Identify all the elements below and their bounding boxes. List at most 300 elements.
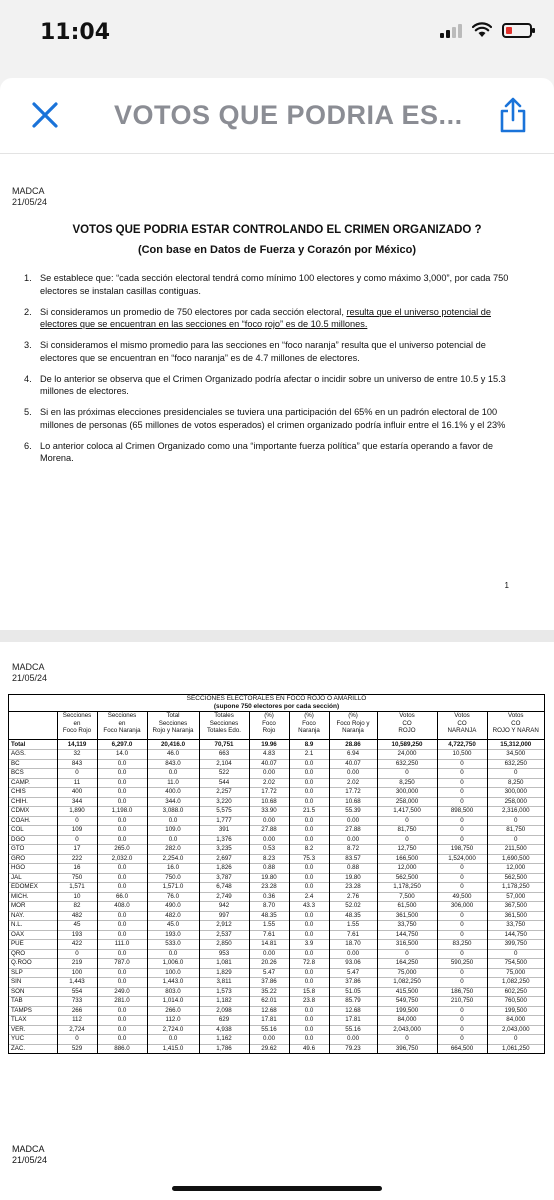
table-cell: 0 <box>437 835 487 845</box>
table-cell: 300,000 <box>377 788 437 798</box>
table-cell: 803.0 <box>147 987 199 997</box>
table-cell: 0.0 <box>97 769 147 779</box>
table-cell: 0 <box>437 911 487 921</box>
table-cell: 0 <box>377 1035 437 1045</box>
table-cell: 0 <box>57 816 97 826</box>
table-cell: 0 <box>487 835 544 845</box>
table-row <box>9 807 544 817</box>
table-cell: 19.96 <box>249 739 289 750</box>
table-cell: 787.0 <box>97 959 147 969</box>
table-cell: 37.86 <box>329 978 377 988</box>
table-cell: 0.0 <box>97 978 147 988</box>
table-cell: 7,500 <box>377 892 437 902</box>
table-cell: 663 <box>199 750 249 760</box>
column-header: Foco Naranja <box>97 727 147 739</box>
table-row <box>9 826 544 836</box>
table-cell: 211,500 <box>487 845 544 855</box>
table-cell: 482 <box>57 911 97 921</box>
table-cell: QRO <box>9 949 57 959</box>
table-cell: 396,750 <box>377 1044 437 1053</box>
table-cell: 0.00 <box>249 1035 289 1045</box>
table-cell: PUE <box>9 940 57 950</box>
table-cell: 529 <box>57 1044 97 1053</box>
table-cell: CHIS <box>9 788 57 798</box>
table-cell: 23.28 <box>329 883 377 893</box>
table-cell: 1.55 <box>329 921 377 931</box>
org-name: MADCA <box>12 1144 45 1154</box>
table-cell: 258,000 <box>377 797 437 807</box>
table-cell: 222 <box>57 854 97 864</box>
table-cell: 408.0 <box>97 902 147 912</box>
close-icon[interactable] <box>28 98 62 132</box>
table-cell: 45.0 <box>147 921 199 931</box>
column-header: Rojo y Naranja <box>147 727 199 739</box>
table-cell: 2,104 <box>199 759 249 769</box>
doc-date: 21/05/24 <box>12 1155 48 1165</box>
table-cell: 0.0 <box>147 769 199 779</box>
table-cell: 100.0 <box>147 968 199 978</box>
table-cell: 733 <box>57 997 97 1007</box>
table-cell: 0.0 <box>97 968 147 978</box>
table-cell: 1,006.0 <box>147 959 199 969</box>
table-cell: 1,571.0 <box>147 883 199 893</box>
table-cell: 750.0 <box>147 873 199 883</box>
table-cell: 17.81 <box>329 1016 377 1026</box>
table-cell: 166,500 <box>377 854 437 864</box>
table-cell: YUC <box>9 1035 57 1045</box>
table-cell: 0 <box>437 788 487 798</box>
table-cell: 15.8 <box>289 987 329 997</box>
table-cell: 0.0 <box>97 911 147 921</box>
table-row <box>9 911 544 921</box>
table-cell: 0.0 <box>289 883 329 893</box>
table-cell: BCS <box>9 769 57 779</box>
table-cell: 193.0 <box>147 930 199 940</box>
table-cell: MICH. <box>9 892 57 902</box>
table-cell: 4,938 <box>199 1025 249 1035</box>
table-cell: 2,032.0 <box>97 854 147 864</box>
table-cell: 0 <box>437 949 487 959</box>
table-cell: 1,061,250 <box>487 1044 544 1053</box>
table-cell: 37.86 <box>249 978 289 988</box>
table-cell: 1,524,000 <box>437 854 487 864</box>
table-row <box>9 797 544 807</box>
table-cell: 1,082,250 <box>377 978 437 988</box>
table-cell: 843.0 <box>147 759 199 769</box>
list-item: 4. De lo anterior se observa que el Crimen Organizado podría afectar o incidir sobre un universo de entre 10.5 y 15.3 millones de electores. <box>24 373 506 396</box>
table-cell: 186,750 <box>437 987 487 997</box>
table-cell: 2,850 <box>199 940 249 950</box>
table-cell: 20.26 <box>249 959 289 969</box>
page-number: 1 <box>504 581 509 590</box>
table-cell: 1,443 <box>57 978 97 988</box>
table-cell: 18.70 <box>329 940 377 950</box>
column-header: Secciones <box>199 720 249 728</box>
table-cell: 14.0 <box>97 750 147 760</box>
table-cell: 2,043,000 <box>377 1025 437 1035</box>
table-cell: 34,500 <box>487 750 544 760</box>
table-cell: 0.0 <box>289 873 329 883</box>
table-cell: 0 <box>437 797 487 807</box>
table-cell: 0.0 <box>97 826 147 836</box>
table-cell: 544 <box>199 778 249 788</box>
table-row <box>9 1044 544 1053</box>
table-cell: 0 <box>377 769 437 779</box>
table-row <box>9 864 544 874</box>
table-cell: 0 <box>487 769 544 779</box>
page-divider <box>0 630 554 642</box>
table-cell: 0 <box>437 864 487 874</box>
table-cell: 75,000 <box>377 968 437 978</box>
table-cell: 0 <box>487 816 544 826</box>
table-cell: 27.88 <box>329 826 377 836</box>
table-cell: 8.9 <box>289 739 329 750</box>
list-item: 6. Lo anterior coloca al Crimen Organizado como una “importante fuerza política” que estaría operando a favor de Morena. <box>24 440 493 463</box>
table-cell: 1,829 <box>199 968 249 978</box>
doc-heading: VOTOS QUE PODRIA ESTAR CONTROLANDO EL CRIMEN ORGANIZADO ? <box>72 224 482 236</box>
table-cell: 0 <box>57 835 97 845</box>
table-cell: 19.80 <box>329 873 377 883</box>
table-cell: 1,417,500 <box>377 807 437 817</box>
table-cell: 0.0 <box>97 873 147 883</box>
table-cell: 249.0 <box>97 987 147 997</box>
table-cell: 2.76 <box>329 892 377 902</box>
table-cell: 144,750 <box>377 930 437 940</box>
table-cell: 632,250 <box>377 759 437 769</box>
table-row <box>9 759 544 769</box>
table-cell: 754,500 <box>487 959 544 969</box>
table-row <box>9 883 544 893</box>
sections-grid <box>9 712 544 1053</box>
table-cell: 3.9 <box>289 940 329 950</box>
navigation-bar <box>0 78 554 154</box>
table-cell: 43.3 <box>289 902 329 912</box>
table-cell: 0.0 <box>147 835 199 845</box>
table-cell: 20,416.0 <box>147 739 199 750</box>
table-cell: 562,500 <box>377 873 437 883</box>
table-cell: 76.0 <box>147 892 199 902</box>
table-cell: 344 <box>57 797 97 807</box>
table-subtitle: (supone 750 electores por cada sección) <box>9 703 544 712</box>
table-cell: 11.0 <box>147 778 199 788</box>
table-cell: 21.5 <box>289 807 329 817</box>
table-cell: 3,811 <box>199 978 249 988</box>
column-header: Secciones <box>57 712 97 720</box>
table-cell: 0.0 <box>289 778 329 788</box>
column-header <box>9 712 57 720</box>
table-cell: 40.07 <box>329 759 377 769</box>
column-header: Secciones <box>97 712 147 720</box>
table-cell: 11 <box>57 778 97 788</box>
table-cell: 0.0 <box>289 911 329 921</box>
table-row <box>9 750 544 760</box>
table-cell: 0 <box>437 921 487 931</box>
table-cell: 1,014.0 <box>147 997 199 1007</box>
table-cell: 10.68 <box>329 797 377 807</box>
table-cell: 0.0 <box>289 797 329 807</box>
column-header: en <box>97 720 147 728</box>
cellular-signal-icon <box>440 22 462 38</box>
table-row <box>9 892 544 902</box>
table-cell: 258,000 <box>487 797 544 807</box>
table-cell: 0 <box>57 1035 97 1045</box>
table-cell: 400 <box>57 788 97 798</box>
table-cell: 33.90 <box>249 807 289 817</box>
list-item: 3. Si consideramos el mismo promedio para las secciones en “foco naranja” resulta que el universo potencial de electores que se encuentran en “foco naranja” es de 4.7 millones de electores. <box>24 340 486 363</box>
table-cell: 100 <box>57 968 97 978</box>
table-cell: 0 <box>377 816 437 826</box>
document-page-1 <box>0 176 554 636</box>
table-cell: 1,082,250 <box>487 978 544 988</box>
column-header: Votos <box>377 712 437 720</box>
table-cell: 46.0 <box>147 750 199 760</box>
table-cell: 0 <box>437 873 487 883</box>
table-row <box>9 902 544 912</box>
table-cell: 66.0 <box>97 892 147 902</box>
table-cell: 55.39 <box>329 807 377 817</box>
table-cell: 602,250 <box>487 987 544 997</box>
table-cell: 0.0 <box>289 921 329 931</box>
table-cell: 7.61 <box>249 930 289 940</box>
table-cell: 632,250 <box>487 759 544 769</box>
table-cell: 0 <box>377 835 437 845</box>
table-cell: CHIH. <box>9 797 57 807</box>
table-cell: 2.02 <box>249 778 289 788</box>
table-cell: 52.02 <box>329 902 377 912</box>
table-cell: BC <box>9 759 57 769</box>
table-cell: 6.94 <box>329 750 377 760</box>
table-cell: 0.00 <box>329 816 377 826</box>
table-cell: 0.0 <box>289 949 329 959</box>
column-header: ROJO <box>377 727 437 739</box>
table-cell: 84,000 <box>377 1016 437 1026</box>
table-cell: 1,777 <box>199 816 249 826</box>
table-cell: TAMPS <box>9 1006 57 1016</box>
table-cell: 0.0 <box>97 759 147 769</box>
table-cell: 1,690,500 <box>487 854 544 864</box>
table-cell: 0 <box>437 816 487 826</box>
column-header: Foco Rojo <box>57 727 97 739</box>
table-cell: 0.00 <box>329 835 377 845</box>
table-cell: 0.0 <box>97 1025 147 1035</box>
table-cell: 0.0 <box>289 816 329 826</box>
column-header: Rojo <box>249 727 289 739</box>
table-cell: 49.6 <box>289 1044 329 1053</box>
table-row <box>9 778 544 788</box>
table-cell: 0.0 <box>289 1035 329 1045</box>
table-cell: 12,000 <box>377 864 437 874</box>
table-cell: TAB <box>9 997 57 1007</box>
table-cell: 27.88 <box>249 826 289 836</box>
table-cell: 198,750 <box>437 845 487 855</box>
table-cell: 2,697 <box>199 854 249 864</box>
table-cell: CDMX <box>9 807 57 817</box>
table-cell: 2.02 <box>329 778 377 788</box>
table-cell: 48.35 <box>329 911 377 921</box>
table-cell: 997 <box>199 911 249 921</box>
table-cell: 843 <box>57 759 97 769</box>
table-cell: 0 <box>487 1035 544 1045</box>
table-cell: VER. <box>9 1025 57 1035</box>
table-cell: 48.35 <box>249 911 289 921</box>
table-cell: 49,500 <box>437 892 487 902</box>
table-cell: 361,500 <box>487 911 544 921</box>
table-cell: 81,750 <box>487 826 544 836</box>
table-cell: 0 <box>377 949 437 959</box>
table-cell: 0.0 <box>147 1035 199 1045</box>
table-cell: 111.0 <box>97 940 147 950</box>
table-row <box>9 1025 544 1035</box>
table-cell: N.L. <box>9 921 57 931</box>
table-cell: 29.62 <box>249 1044 289 1053</box>
table-cell: OAX <box>9 930 57 940</box>
table-row <box>9 978 544 988</box>
table-cell: 1,198.0 <box>97 807 147 817</box>
table-row <box>9 949 544 959</box>
table-cell: SON <box>9 987 57 997</box>
column-header: Naranja <box>329 727 377 739</box>
table-cell: 1,178,250 <box>487 883 544 893</box>
column-header: Total <box>147 712 199 720</box>
table-cell: 23.28 <box>249 883 289 893</box>
table-cell: 2,749 <box>199 892 249 902</box>
table-cell: 0.00 <box>329 949 377 959</box>
table-row <box>9 873 544 883</box>
table-cell: 12.68 <box>329 1006 377 1016</box>
table-cell: 300,000 <box>487 788 544 798</box>
table-cell: 266.0 <box>147 1006 199 1016</box>
table-cell: 2.1 <box>289 750 329 760</box>
table-cell: SLP <box>9 968 57 978</box>
column-header: (%) <box>329 712 377 720</box>
table-row <box>9 1016 544 1026</box>
table-cell: 109.0 <box>147 826 199 836</box>
table-row <box>9 788 544 798</box>
table-cell: 0.0 <box>289 788 329 798</box>
table-cell: SIN <box>9 978 57 988</box>
share-icon[interactable] <box>498 96 528 134</box>
table-cell: 8.72 <box>329 845 377 855</box>
table-row <box>9 959 544 969</box>
table-cell: 629 <box>199 1016 249 1026</box>
table-header-row <box>9 720 544 728</box>
table-cell: 45 <box>57 921 97 931</box>
table-cell: 549,750 <box>377 997 437 1007</box>
table-cell: 7.61 <box>329 930 377 940</box>
table-cell: 0.0 <box>289 864 329 874</box>
list-item: 5. Si en las próximas elecciones presidenciales se tuviera una participación del 65% en un padrón electoral de 100 millones de personas (65 millones de votos esperados) el crimen organizado podría influir entre el 16.1% y el 23% <box>24 407 506 430</box>
table-row <box>9 987 544 997</box>
table-cell: 0.0 <box>289 759 329 769</box>
points-list <box>24 272 524 473</box>
table-cell: 942 <box>199 902 249 912</box>
table-cell: 33,750 <box>487 921 544 931</box>
table-row <box>9 930 544 940</box>
column-header: CO <box>487 720 544 728</box>
list-item: 1. Se establece que: “cada sección electoral tendrá como mínimo 100 electores y como máximo 3,000”, por cada 750 electores se instalan casillas contiguas. <box>24 273 509 296</box>
table-cell: 5,575 <box>199 807 249 817</box>
table-cell: 2,098 <box>199 1006 249 1016</box>
table-cell: 0 <box>437 978 487 988</box>
table-cell: 760,500 <box>487 997 544 1007</box>
status-bar <box>0 0 554 70</box>
org-name: MADCA <box>12 662 45 672</box>
table-cell: 28.86 <box>329 739 377 750</box>
table-cell: 83.57 <box>329 854 377 864</box>
table-row <box>9 997 544 1007</box>
table-header-row <box>9 727 544 739</box>
column-header: Foco <box>249 720 289 728</box>
table-cell: 112 <box>57 1016 97 1026</box>
table-cell: 0.00 <box>249 949 289 959</box>
table-cell: 6,297.0 <box>97 739 147 750</box>
table-cell: 199,500 <box>377 1006 437 1016</box>
table-cell: 898,500 <box>437 807 487 817</box>
table-row <box>9 968 544 978</box>
wifi-icon <box>472 22 492 38</box>
table-cell: 3,220 <box>199 797 249 807</box>
table-cell: 1,415.0 <box>147 1044 199 1053</box>
table-cell: 75,000 <box>487 968 544 978</box>
home-indicator[interactable] <box>172 1186 382 1191</box>
table-row <box>9 816 544 826</box>
doc-date: 21/05/24 <box>12 673 48 683</box>
table-cell: 590,250 <box>437 959 487 969</box>
table-cell: 0.0 <box>97 1006 147 1016</box>
table-cell: 0.36 <box>249 892 289 902</box>
table-cell: 0.00 <box>249 816 289 826</box>
table-cell: 12.68 <box>249 1006 289 1016</box>
table-cell: 0 <box>437 778 487 788</box>
table-cell: 15,312,000 <box>487 739 544 750</box>
table-cell: 422 <box>57 940 97 950</box>
table-cell: 1,826 <box>199 864 249 874</box>
column-header: (%) <box>249 712 289 720</box>
table-cell: 0 <box>437 759 487 769</box>
table-cell: 0 <box>437 769 487 779</box>
table-row <box>9 845 544 855</box>
table-cell: 391 <box>199 826 249 836</box>
table-cell: 10,500 <box>437 750 487 760</box>
column-header: CO <box>437 720 487 728</box>
table-cell: 0 <box>437 826 487 836</box>
column-header: Totales Edo. <box>199 727 249 739</box>
table-cell: 399,750 <box>487 940 544 950</box>
table-cell: 62.01 <box>249 997 289 1007</box>
table-cell: 10,589,250 <box>377 739 437 750</box>
table-cell: 0.0 <box>97 816 147 826</box>
table-cell: 0.0 <box>97 835 147 845</box>
table-cell: 17.72 <box>249 788 289 798</box>
table-cell: JAL <box>9 873 57 883</box>
table-cell: EDOMEX <box>9 883 57 893</box>
battery-icon <box>502 23 532 38</box>
table-cell: 0.0 <box>97 949 147 959</box>
table-cell: 70,751 <box>199 739 249 750</box>
table-cell: 57,000 <box>487 892 544 902</box>
table-cell: 0.88 <box>249 864 289 874</box>
table-cell: 0.0 <box>97 797 147 807</box>
table-cell: 0 <box>437 1025 487 1035</box>
table-cell: 83,250 <box>437 940 487 950</box>
table-cell: DGO <box>9 835 57 845</box>
column-header: Naranja <box>289 727 329 739</box>
table-cell: 72.8 <box>289 959 329 969</box>
table-cell: 1,573 <box>199 987 249 997</box>
table-cell: 8.23 <box>249 854 289 864</box>
table-cell: 344.0 <box>147 797 199 807</box>
table-row <box>9 854 544 864</box>
